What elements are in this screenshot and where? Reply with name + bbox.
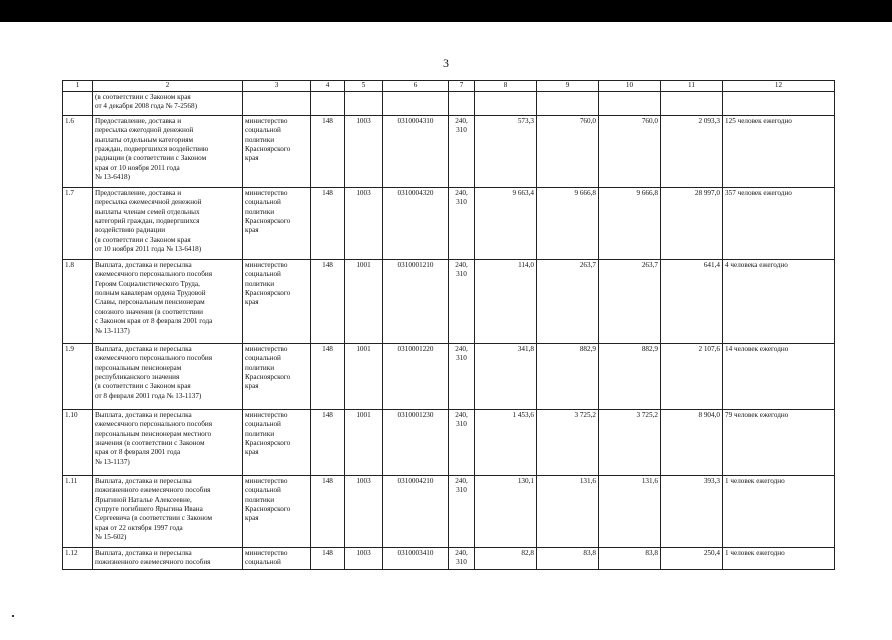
target-code-cell: 0310001220 <box>383 344 449 410</box>
header-cell: 5 <box>345 81 383 92</box>
description-cell: (в соответствии с Законом края от 4 декабря 2008 года № 7-2568) <box>93 92 243 116</box>
section-code-cell: 1001 <box>345 410 383 476</box>
amount-cell <box>475 92 537 116</box>
amount-cell: 573,3 <box>475 116 537 188</box>
target-code-cell: 0310004210 <box>383 476 449 548</box>
header-cell: 3 <box>243 81 311 92</box>
ministry-code-cell: 148 <box>311 548 345 570</box>
amount-cell: 9 666,8 <box>537 188 599 260</box>
expense-type-cell: 240, 310 <box>449 476 475 548</box>
amount-cell <box>599 92 661 116</box>
scan-speck <box>12 615 14 617</box>
amount-cell: 82,8 <box>475 548 537 570</box>
description-cell: Выплата, доставка и пересылка пожизненного ежемесячного пособия Ярыгиной Наталье Алексеевне, супруге погибшего Ярыгина Ивана Сергеевича (в соответствии с Законом края от 22 октября 1997 года № 15-602) <box>93 476 243 548</box>
section-code-cell: 1001 <box>345 260 383 344</box>
target-code-cell: 0310004310 <box>383 116 449 188</box>
row-number-cell: 1.10 <box>63 410 93 476</box>
amount-cell <box>537 92 599 116</box>
description-cell: Выплата, доставка и пересылка ежемесячного персонального пособия персональным пенсионерам местного значения (в соответствии с Законом края от 8 февраля 2001 года № 13-1137) <box>93 410 243 476</box>
table-row <box>63 92 835 116</box>
total-cell: 393,3 <box>661 476 723 548</box>
total-cell: 8 904,0 <box>661 410 723 476</box>
expense-type-cell: 240, 310 <box>449 260 475 344</box>
amount-cell: 263,7 <box>599 260 661 344</box>
description-cell: Выплата, доставка и пересылка пожизненного ежемесячного пособия <box>93 548 243 570</box>
result-cell <box>723 92 835 116</box>
target-code-cell: 0310001210 <box>383 260 449 344</box>
amount-cell: 131,6 <box>537 476 599 548</box>
section-code-cell: 1003 <box>345 188 383 260</box>
ministry-code-cell: 148 <box>311 410 345 476</box>
expense-type-cell: 240, 310 <box>449 116 475 188</box>
row-number-cell: 1.9 <box>63 344 93 410</box>
row-number-cell <box>63 92 93 116</box>
department-cell: министерство социальной политики Красноярского края <box>243 410 311 476</box>
ministry-code-cell: 148 <box>311 188 345 260</box>
department-cell: министерство социальной политики Красноярского края <box>243 476 311 548</box>
page-number: 3 <box>443 56 449 70</box>
header-cell: 7 <box>449 81 475 92</box>
result-cell: 125 человек ежегодно <box>723 116 835 188</box>
header-cell: 4 <box>311 81 345 92</box>
target-code-cell: 0310004320 <box>383 188 449 260</box>
table-row <box>63 344 835 410</box>
amount-cell: 760,0 <box>599 116 661 188</box>
row-number-cell: 1.6 <box>63 116 93 188</box>
description-cell: Выплата, доставка и пересылка ежемесячного персонального пособия Героям Социалистического Труда, полным кавалерам ордена Трудовой Славы, персональным пенсионерам союзного значения (в соответствии с Законом края от 8 февраля 2001 года № 13-1137) <box>93 260 243 344</box>
amount-cell: 1 453,6 <box>475 410 537 476</box>
expense-type-cell: 240, 310 <box>449 188 475 260</box>
amount-cell: 3 725,2 <box>599 410 661 476</box>
target-code-cell: 0310003410 <box>383 548 449 570</box>
expense-type-cell: 240, 310 <box>449 410 475 476</box>
amount-cell: 83,8 <box>599 548 661 570</box>
ministry-code-cell <box>311 92 345 116</box>
result-cell: 79 человек ежегодно <box>723 410 835 476</box>
expense-type-cell: 240, 310 <box>449 344 475 410</box>
total-cell: 641,4 <box>661 260 723 344</box>
header-cell: 2 <box>93 81 243 92</box>
amount-cell: 9 666,8 <box>599 188 661 260</box>
section-code-cell: 1003 <box>345 476 383 548</box>
ministry-code-cell: 148 <box>311 344 345 410</box>
section-code-cell <box>345 92 383 116</box>
row-number-cell: 1.12 <box>63 548 93 570</box>
description-cell: Предоставление, доставка и пересылка ежемесячной денежной выплаты членам семей отдельных категорий граждан, подвергшихся воздействию радиации (в соответствии с Законом края от 10 ноября 2011 года № 13-6418) <box>93 188 243 260</box>
total-cell: 2 093,3 <box>661 116 723 188</box>
amount-cell: 83,8 <box>537 548 599 570</box>
department-cell: министерство социальной политики Красноярского края <box>243 116 311 188</box>
total-cell <box>661 92 723 116</box>
amount-cell: 131,6 <box>599 476 661 548</box>
department-cell: министерство социальной <box>243 548 311 570</box>
total-cell: 2 107,6 <box>661 344 723 410</box>
table-row <box>63 260 835 344</box>
amount-cell: 760,0 <box>537 116 599 188</box>
result-cell: 1 человек ежегодно <box>723 476 835 548</box>
target-code-cell <box>383 92 449 116</box>
ministry-code-cell: 148 <box>311 116 345 188</box>
amount-cell: 114,0 <box>475 260 537 344</box>
table-row <box>63 410 835 476</box>
amount-cell: 130,1 <box>475 476 537 548</box>
amount-cell: 882,9 <box>537 344 599 410</box>
header-cell: 6 <box>383 81 449 92</box>
expense-type-cell <box>449 92 475 116</box>
amount-cell: 882,9 <box>599 344 661 410</box>
row-number-cell: 1.7 <box>63 188 93 260</box>
expense-type-cell: 240, 310 <box>449 548 475 570</box>
description-cell: Выплата, доставка и пересылка ежемесячного персонального пособия персональным пенсионерам республиканского значения (в соответствии с Законом края от 8 февраля 2001 года № 13-1137) <box>93 344 243 410</box>
row-number-cell: 1.11 <box>63 476 93 548</box>
total-cell: 28 997,0 <box>661 188 723 260</box>
header-cell: 12 <box>723 81 835 92</box>
ministry-code-cell: 148 <box>311 476 345 548</box>
scan-top-edge <box>0 0 892 22</box>
amount-cell: 263,7 <box>537 260 599 344</box>
ministry-code-cell: 148 <box>311 260 345 344</box>
table-row <box>63 116 835 188</box>
header-cell: 9 <box>537 81 599 92</box>
department-cell <box>243 92 311 116</box>
result-cell: 14 человек ежегодно <box>723 344 835 410</box>
program-table <box>62 80 835 570</box>
section-code-cell: 1003 <box>345 116 383 188</box>
table-row <box>63 188 835 260</box>
section-code-cell: 1003 <box>345 548 383 570</box>
total-cell: 250,4 <box>661 548 723 570</box>
description-cell: Предоставление, доставка и пересылка ежегодной денежной выплаты отдельным категориям граждан, подвергшихся воздействию радиации (в соответствии с Законом края от 10 ноября 2011 года № 13-6418) <box>93 116 243 188</box>
amount-cell: 9 663,4 <box>475 188 537 260</box>
department-cell: министерство социальной политики Красноярского края <box>243 260 311 344</box>
amount-cell: 341,8 <box>475 344 537 410</box>
header-cell: 8 <box>475 81 537 92</box>
result-cell: 1 человек ежегодно <box>723 548 835 570</box>
header-cell: 11 <box>661 81 723 92</box>
result-cell: 357 человек ежегодно <box>723 188 835 260</box>
department-cell: министерство социальной политики Красноярского края <box>243 344 311 410</box>
header-cell: 1 <box>63 81 93 92</box>
department-cell: министерство социальной политики Красноярского края <box>243 188 311 260</box>
table-row <box>63 548 835 570</box>
result-cell: 4 человека ежегодно <box>723 260 835 344</box>
table-header-row <box>63 81 835 92</box>
section-code-cell: 1001 <box>345 344 383 410</box>
table-row <box>63 476 835 548</box>
row-number-cell: 1.8 <box>63 260 93 344</box>
amount-cell: 3 725,2 <box>537 410 599 476</box>
target-code-cell: 0310001230 <box>383 410 449 476</box>
header-cell: 10 <box>599 81 661 92</box>
